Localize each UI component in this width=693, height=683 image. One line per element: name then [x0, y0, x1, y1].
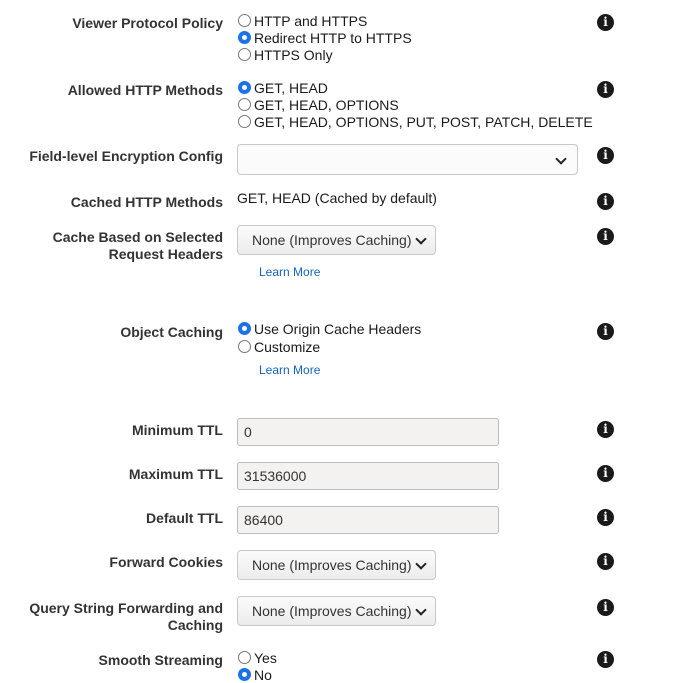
- default-ttl-label: Default TTL: [146, 510, 223, 526]
- info-icon[interactable]: i: [597, 599, 614, 616]
- viewer-protocol-policy-label: Viewer Protocol Policy: [72, 15, 223, 31]
- allowed-methods-option-all[interactable]: [238, 113, 593, 130]
- info-icon[interactable]: i: [597, 509, 614, 526]
- object-caching-option-customize[interactable]: [238, 338, 320, 355]
- info-icon[interactable]: i: [597, 147, 614, 164]
- object-caching-label: Object Caching: [120, 324, 223, 340]
- info-icon[interactable]: i: [597, 421, 614, 438]
- radio-button[interactable]: [238, 651, 251, 664]
- viewer-protocol-option-http-https[interactable]: [238, 12, 367, 29]
- maximum-ttl-input[interactable]: [237, 462, 499, 490]
- info-icon[interactable]: i: [597, 14, 614, 31]
- option-label: HTTPS Only: [254, 46, 333, 63]
- option-label: Customize: [254, 338, 321, 355]
- viewer-protocol-option-https-only[interactable]: [238, 46, 333, 63]
- cache-headers-label-line2: Request Headers: [108, 246, 223, 262]
- query-string-label-line2: Caching: [167, 617, 223, 633]
- info-icon[interactable]: i: [597, 553, 614, 570]
- option-label: Yes: [254, 649, 277, 666]
- radio-button[interactable]: [238, 115, 251, 128]
- object-caching-learn-more-link[interactable]: Learn More: [259, 363, 321, 377]
- radio-button-selected[interactable]: [238, 322, 251, 335]
- option-label: No: [254, 666, 272, 683]
- maximum-ttl-label: Maximum TTL: [128, 466, 223, 482]
- option-label: Redirect HTTP to HTTPS: [254, 29, 412, 46]
- chevron-down-icon: [415, 233, 426, 244]
- smooth-streaming-label: Smooth Streaming: [98, 652, 223, 668]
- select-value: None (Improves Caching): [252, 232, 412, 248]
- radio-button-selected[interactable]: [238, 31, 251, 44]
- minimum-ttl-label: Minimum TTL: [132, 422, 223, 438]
- option-label: Use Origin Cache Headers: [254, 320, 422, 337]
- option-label: GET, HEAD: [254, 79, 328, 96]
- chevron-down-icon: [555, 153, 566, 164]
- cached-http-methods-label: Cached HTTP Methods: [70, 194, 223, 210]
- smooth-streaming-option-yes[interactable]: [238, 649, 277, 666]
- radio-button[interactable]: [238, 340, 251, 353]
- option-label: GET, HEAD, OPTIONS, PUT, POST, PATCH, DELETE: [254, 113, 593, 130]
- allowed-methods-option-get-head-options[interactable]: [238, 96, 399, 113]
- select-value: None (Improves Caching): [252, 603, 412, 619]
- info-icon[interactable]: i: [597, 465, 614, 482]
- option-label: GET, HEAD, OPTIONS: [254, 96, 399, 113]
- chevron-down-icon: [415, 558, 426, 569]
- radio-button-selected[interactable]: [238, 81, 251, 94]
- radio-button[interactable]: [238, 48, 251, 61]
- field-level-encryption-label: Field-level Encryption Config: [29, 148, 223, 164]
- cache-headers-learn-more-link[interactable]: Learn More: [259, 265, 321, 279]
- query-string-select[interactable]: [237, 596, 436, 626]
- viewer-protocol-option-redirect[interactable]: [238, 29, 412, 46]
- field-level-encryption-select[interactable]: [237, 144, 578, 175]
- info-icon[interactable]: i: [597, 651, 614, 668]
- cache-headers-label: [3, 229, 223, 263]
- cache-headers-label-line1: Cache Based on Selected: [52, 229, 223, 245]
- minimum-ttl-input[interactable]: [237, 418, 499, 446]
- allowed-methods-option-get-head[interactable]: [238, 79, 328, 96]
- radio-button[interactable]: [238, 98, 251, 111]
- forward-cookies-select[interactable]: [237, 550, 436, 580]
- object-caching-option-origin-headers[interactable]: [238, 320, 421, 337]
- option-label: HTTP and HTTPS: [254, 12, 368, 29]
- cached-http-methods-value: GET, HEAD (Cached by default): [237, 190, 437, 206]
- query-string-label-line1: Query String Forwarding and: [29, 600, 223, 616]
- query-string-label: [3, 600, 223, 634]
- cache-headers-select[interactable]: [237, 225, 436, 255]
- info-icon[interactable]: i: [597, 228, 614, 245]
- chevron-down-icon: [415, 604, 426, 615]
- radio-button[interactable]: [238, 14, 251, 27]
- info-icon[interactable]: i: [597, 81, 614, 98]
- forward-cookies-label: Forward Cookies: [109, 554, 223, 570]
- info-icon[interactable]: i: [597, 193, 614, 210]
- info-icon[interactable]: i: [597, 323, 614, 340]
- select-value: None (Improves Caching): [252, 557, 412, 573]
- allowed-http-methods-label: Allowed HTTP Methods: [67, 82, 223, 98]
- default-ttl-input[interactable]: [237, 506, 499, 534]
